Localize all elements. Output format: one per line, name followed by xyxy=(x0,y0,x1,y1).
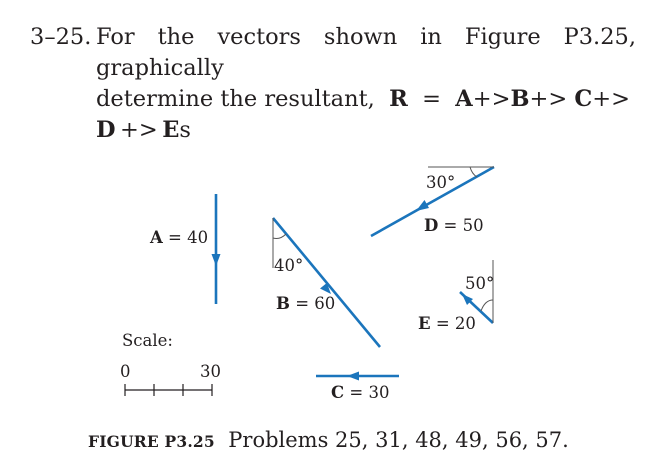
vector-a xyxy=(212,194,221,304)
scale-min-label: 0 xyxy=(120,362,131,381)
scale-label: Scale: xyxy=(122,331,173,350)
vector-a-label: A = 40 xyxy=(150,228,209,247)
scale-bar xyxy=(125,384,212,396)
angle-e-label: 50° xyxy=(465,274,495,293)
vector-c-label: C = 30 xyxy=(331,383,390,402)
vector-b-label: B = 60 xyxy=(276,294,336,313)
angle-b-label: 40° xyxy=(274,256,304,275)
vector-b xyxy=(273,218,380,347)
caption-text: Problems 25, 31, 48, 49, 56, 57. xyxy=(228,428,569,452)
figure-caption xyxy=(88,428,569,452)
vector-c xyxy=(316,372,399,381)
problem-line-1: For the vectors shown in Figure P3.25, graphically xyxy=(96,24,636,81)
angle-d-label: 30° xyxy=(426,173,456,192)
problem-number: 3–25. xyxy=(30,24,92,50)
vector-d-label: D = 50 xyxy=(424,216,484,235)
problem-line-2: determine the resultant, R = A+>B+> C+> xyxy=(96,86,631,112)
figure-id: FIGURE P3.25 xyxy=(88,432,215,451)
vector-e-label: E = 20 xyxy=(418,314,476,333)
problem-line-3: D +> Es xyxy=(96,117,191,143)
scale-max-label: 30 xyxy=(200,362,221,381)
